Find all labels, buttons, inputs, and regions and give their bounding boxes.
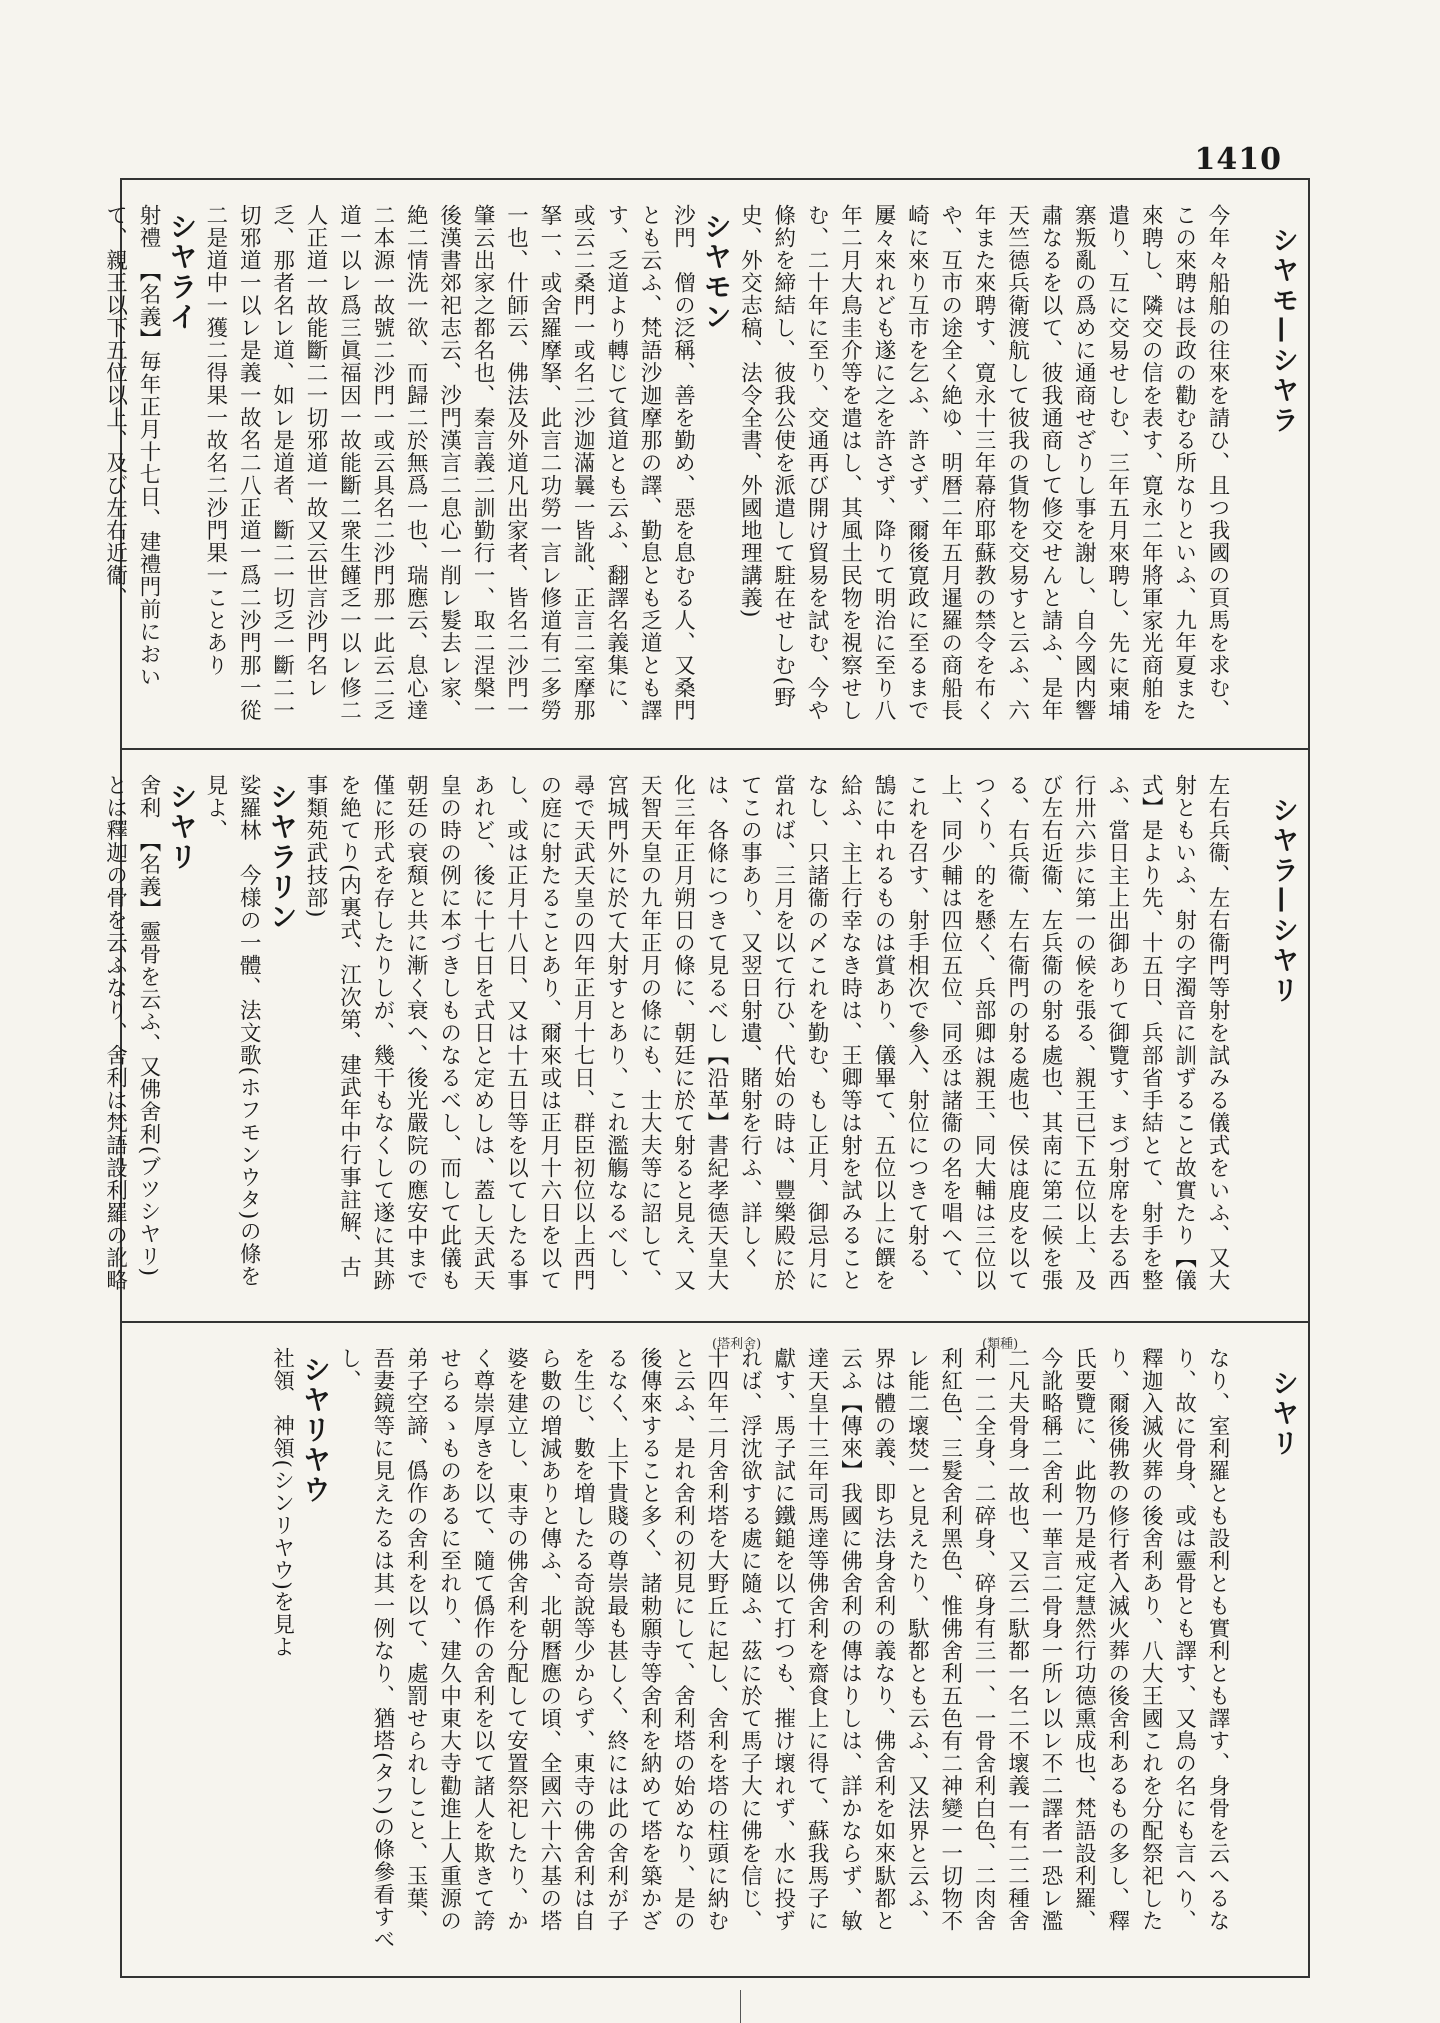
- running-head: シヤモ—シヤラ: [1267, 226, 1298, 436]
- paragraph: 左右兵衞、左右衞門等射を試みる儀式をいふ、又大射ともいふ、射の字濁音に訓ずること故實たり【儀式】是より先、十五日、兵部省手結とて、射手を整ふ、當日主上出御ありて御覽す、まづ射席を去る西行卅六歩に第一の候を張る、親王已下五位以上、及び左右近衞、左兵衞の射る處也、其南に第二候を張る、右兵衞、左右衞門の射る處也、侯は鹿皮を以てつくり、的を懸く、兵部卿は親王、同大輔は三位以上、同少輔は四位五位、同丞は諸衞の名を唱へて、これを召す、射手相次で參入、射位につきて射る、鵠に中れるものは賞あり、儀畢て、五位以上に饌を給ふ、主上行幸なき時は、王卿等は射を試みることなし、只諸衞の〆これを勤む、もし正月、御忌月に當れば、三月を以て行ひ、代始の時は、豐樂殿に於てこの事あり、又翌日射遺、賭射を行ふ、詳しくは、各條につきて見るべし【沿革】書紀孝德天皇大化三年正月朔日の條に、朝廷に於て射ると見え、又天智天皇の九年正月の條にも、士大夫等に詔して、宮城門外に於て大射すとあり、これ濫觴なるべし、尋で天武天皇の四年正月十七日、群臣初位以上西門の庭に射たることあり、爾來或は正月十六日を以てし、或は正月十八日、又は十五日等を以てしたる事あれど、後に十七日を式日と定めしは、蓋し天武天皇の時の例に本づきしものなるべし、而して此儀も朝廷の衰頽と共に漸く衰へ、後光嚴院の應安中まで僅に形式を存したりしが、幾干もなくして遂に其跡を絶てり(内裏式、江次第、建武年中行事註解、古事類苑武技部): [303, 774, 1230, 1292]
- gutter-mark: [740, 1990, 741, 2023]
- band-bottom: [122, 1321, 1308, 1978]
- margin-note: (類種): [982, 1337, 1019, 1352]
- page-number: 1410: [1194, 142, 1282, 177]
- paragraph: 舍利 【名義】靈骨を云ふ、又佛舍利(ブツシヤリ)とは釋迦の骨を云ふなり、舍利は梵語設利羅の訛略: [102, 774, 161, 1292]
- paragraph: 社領 神領(シンリヤウ)を見よ: [269, 1347, 295, 1659]
- band-top: [102, 180, 1308, 748]
- text-block: [102, 204, 1234, 724]
- paragraph: なり、室利羅とも設利とも實利とも譯す、身骨を云へるなり、故に骨身、或は靈骨とも譯す、又鳥の名にも言へり、釋迦入滅火葬の後舍利あり、八大王國これを分配祭祀したり、爾後佛教の修行者入滅火葬の後舍利あるもの多し、釋氏要覽に、此物乃是戒定慧然行功德熏成也、梵語設利羅、今訛略稱二舍利一華言二骨身一所レ以レ不二譯者一恐レ濫二凡夫骨身一故也、又云二馱都一名二不壞義一有二二種舍利一二全身、二碎身、碎身有三一、一骨舍利白色、二肉舍利紅色、三髮舍利黑色、惟佛舍利五色有二神變一一切物不レ能二壞焚一と見えたり、馱都とも云ふ、又法界と云ふ、界は體の義、即ち法身舍利の義なり、佛舍利を如來馱都と云ふ【傳來】我國に佛舍利の傳はりしは、詳かならず、敏達天皇十三年司馬達等佛舍利を齋食上に得て、蘇我馬子に獻す、馬子試に鐵鎚を以て打つも、摧け壞れず、水に投ずれば、浮沈欲する處に隨ふ、茲に於て馬子大に佛を信じ、十四年二月舍利塔を大野丘に起し、舍利を塔の柱頭に納むと云ふ、是れ舍利の初見にして、舍利塔の始めなり、是の後傳來すること多く、諸勅願寺等舍利を納めて塔を築かざるなく、上下貴賤の尊崇最も甚しく、終には此の舍利が子を生じ、數を増したる奇說等少からず、東寺の佛舍利は自ら數の増減ありと傳ふ、北朝曆應の頃、全國六十六基の塔婆を建立し、東寺の佛舍利を分配して安置祭祀したり、かく尊崇厚きを以て、隨て僞作の舍利を以て諸人を欺きて誇せらるゝものあるに至れり、建久中東大寺勸進上人重源の弟子空諦、僞作の舍利を以て、處罰せられしこと、玉葉、吾妻鏡等に見えたるは其一例なり、猶塔(タフ)の條參看すべし、: [336, 1347, 1230, 1951]
- running-head: シヤラ—シヤリ: [1267, 796, 1298, 1006]
- paragraph: 今年々船舶の往來を請ひ、且つ我國の頁馬を求む、この來聘は長政の勸むる所なりといふ、九年夏また來聘し、隣交の信を表す、寛永二年將軍家光商舶を遣り、互に交易せしむ、三年五月來聘し、先に柬埔寨叛亂の爲めに通商せざりし事を謝し、自今國内響肅なるを以て、彼我通商して修交せんと請ふ、是年天竺德兵衛渡航して彼我の貨物を交易すと云ふ、六年また來聘す、寛永十三年幕府耶蘇教の禁令を布くや、互市の途全く絶ゆ、明暦二年五月暹羅の商船長崎に來り互市を乞ふ、許さず、爾後寛政に至るまで屢々來れども遂に之を許さず、降りて明治に至り八年二月大鳥圭介等を遣はし、其風土民物を視察せしむ、二十年に至り、交通再び開け貿易を試む、今や條約を締結し、彼我公使を派遣して駐在せしむ(野史、外交志稿、法令全書、外國地理講義): [737, 204, 1230, 722]
- paragraph: 射禮 【名義】毎年正月十七日、建禮門前において、親王以下五位以上、及び左右近衞、: [102, 204, 161, 689]
- entry-heading: シヤモン: [699, 212, 733, 332]
- entry-heading: シヤライ: [165, 212, 199, 332]
- text-block: [136, 1347, 1234, 1954]
- entry-heading: シヤリ: [165, 782, 199, 872]
- text-block: [102, 774, 1234, 1299]
- band-middle: [102, 748, 1308, 1323]
- entry-heading: シヤリヤウ: [299, 1355, 333, 1505]
- paragraph: 沙門 僧の泛稱、善を勤め、惡を息むる人、又桑門とも云ふ、梵語沙迦摩那の譯、勤息とも乏道とも譯す、乏道より轉じて貧道とも云ふ、翻譯名義集に、或云二桑門一或名二沙迦滿曩一皆訛、正言二室摩那拏一、或舍羅摩拏、此言二功勞一言レ修道有二多勞一也、什師云、佛法及外道凡出家者、皆名二沙門一肇云出家之都名也、秦言義二訓勤行一、取二涅槃一後漢書郊祀志云、沙門漢言二息心一削レ髮去レ家、絶二情洗一欲、而歸二於無爲一也、瑞應云、息心達二本源一故號二沙門一或云具名二沙門那一此云二乏道一以レ爲三眞福因一故能斷二衆生饉乏一以レ修二人正道一故能斷二一切邪道一故又云世言沙門名レ乏、那者名レ道、如レ是道者、斷二一切乏一斷二一切邪道一以レ是義一故名二八正道一爲二沙門那一從二是道中一獲二得果一故名二沙門果一ことあり: [202, 204, 696, 722]
- margin-note: (塔利舍): [712, 1337, 762, 1352]
- running-head: シヤリ: [1267, 1369, 1298, 1459]
- entry-heading: シヤラリン: [265, 782, 299, 932]
- page-frame: [102, 178, 1310, 1978]
- paragraph: 娑羅林 今様の一體、法文歌(ホフモンウタ)の條を見よ、: [202, 774, 262, 1288]
